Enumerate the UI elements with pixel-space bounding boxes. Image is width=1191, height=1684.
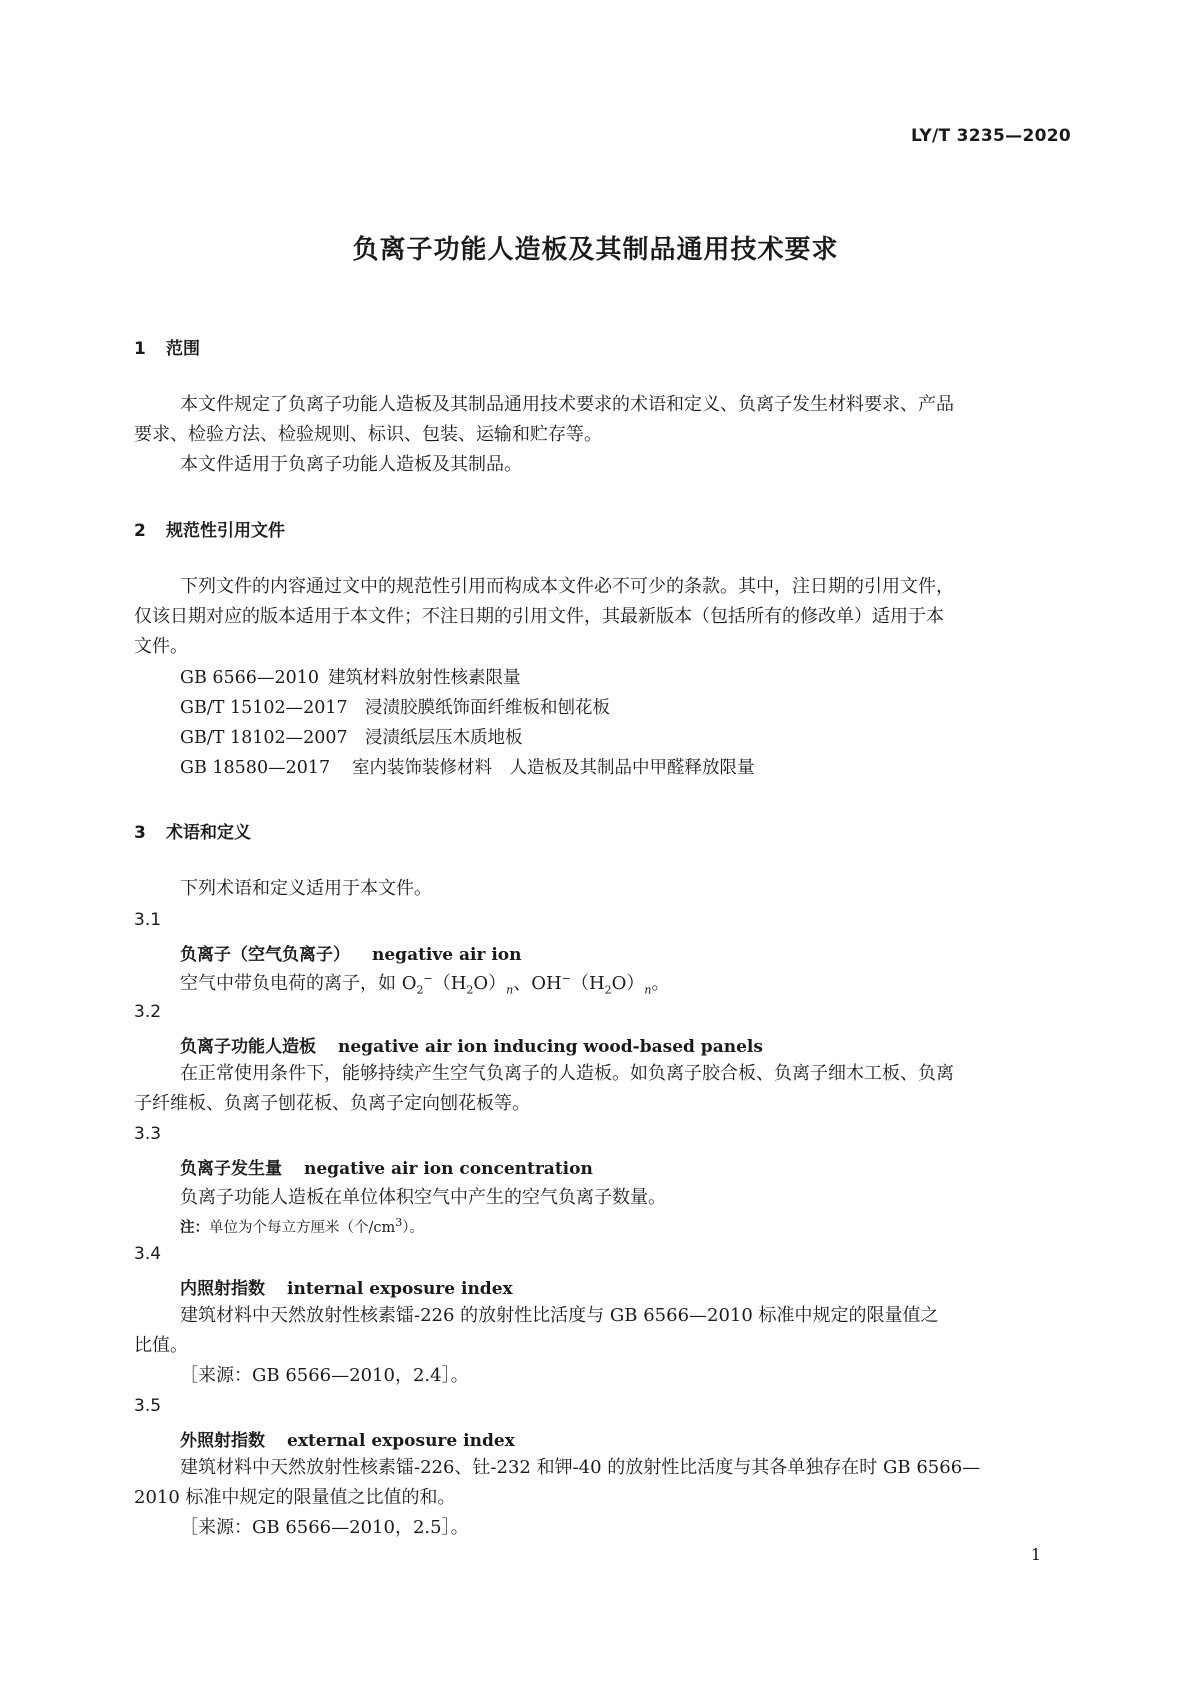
term-number: 3.4 [134, 1244, 162, 1264]
def-subscript: n [506, 983, 514, 997]
section-1-heading [134, 334, 200, 359]
paragraph-line: 下列文件的内容通过文中的规范性引用而构成本文件必不可少的条款。其中，注日期的引用文件， [180, 576, 954, 597]
reference-item [180, 724, 523, 749]
paragraph-line: 本文件适用于负离子功能人造板及其制品。 [180, 454, 522, 475]
reference-title: 室内装饰装修材料 人造板及其制品中甲醛释放限量 [352, 758, 755, 778]
section-2-body [134, 572, 1064, 662]
paragraph-line: 文件。 [134, 636, 188, 657]
def-text: 、OH [513, 973, 562, 994]
term-chinese: 负离子（空气负离子） [180, 945, 350, 965]
term-name [180, 1426, 515, 1451]
term-english: external exposure index [287, 1431, 515, 1451]
term-definition [134, 1453, 1064, 1543]
def-subscript: n [644, 983, 652, 997]
note-label: 注： [180, 1220, 209, 1236]
term-english: negative air ion inducing wood-based panels [338, 1037, 763, 1057]
paragraph-line: 下列术语和定义适用于本文件。 [180, 878, 432, 899]
page-number: 1 [1030, 1545, 1041, 1564]
term-english: internal exposure index [287, 1279, 513, 1299]
term-name [180, 1154, 593, 1179]
term-chinese: 负离子功能人造板 [180, 1037, 316, 1057]
paragraph-line: 在正常使用条件下，能够持续产生空气负离子的人造板。如负离子胶合板、负离子细木工板、负离 [180, 1063, 954, 1084]
note-text: 单位为个每立方厘米（个/cm [209, 1220, 396, 1236]
paragraph-line: 建筑材料中天然放射性核素镭-226 的放射性比活度与 GB 6566—2010 标准中规定的限量值之 [180, 1305, 939, 1326]
reference-code: GB/T 15102—2017 [180, 698, 348, 718]
def-text: O） [611, 973, 645, 994]
term-number: 3.3 [134, 1124, 162, 1144]
reference-item [180, 754, 755, 779]
def-superscript: − [423, 972, 433, 985]
reference-code: GB 18580—2017 [180, 758, 331, 778]
def-subscript: 2 [604, 983, 612, 997]
term-definition [134, 1301, 1064, 1391]
term-chinese: 内照射指数 [180, 1279, 265, 1299]
reference-title: 建筑材料放射性核素限量 [328, 668, 521, 688]
paragraph-line: 比值。 [134, 1335, 188, 1356]
def-text: O） [473, 973, 507, 994]
term-number: 3.5 [134, 1396, 162, 1416]
section-1-body [134, 390, 1064, 480]
note-superscript: 3 [395, 1216, 403, 1230]
def-superscript: − [561, 972, 571, 985]
paragraph-line: 子纤维板、负离子刨花板、负离子定向刨花板等。 [134, 1093, 530, 1114]
term-definition: 负离子功能人造板在单位体积空气中产生的空气负离子数量。 [180, 1187, 666, 1208]
section-3-heading [134, 818, 251, 843]
section-number: 3 [134, 823, 146, 843]
reference-code: GB 6566—2010 [180, 668, 319, 688]
term-chinese: 负离子发生量 [180, 1159, 282, 1179]
term-source: ［来源：GB 6566—2010，2.4］。 [180, 1365, 469, 1386]
reference-code: GB/T 18102—2007 [180, 728, 348, 748]
term-number: 3.2 [134, 1002, 162, 1022]
term-english: negative air ion [372, 945, 522, 965]
section-number: 1 [134, 339, 146, 359]
paragraph-line: 2010 标准中规定的限量值之比值的和。 [134, 1487, 456, 1508]
reference-title: 浸渍胶膜纸饰面纤维板和刨花板 [365, 698, 610, 718]
term-definition [134, 1059, 1064, 1119]
term-definition [180, 969, 670, 997]
paragraph-line: 仅该日期对应的版本适用于本文件；不注日期的引用文件，其最新版本（包括所有的修改单）适用于本 [134, 606, 944, 627]
section-2-heading [134, 516, 285, 541]
section-number: 2 [134, 521, 146, 541]
term-name [180, 1032, 763, 1057]
def-text: （H [432, 973, 467, 994]
standard-code: LY/T 3235—2020 [910, 126, 1071, 146]
section-3-intro [134, 874, 1064, 904]
paragraph-line: 要求、检验方法、检验规则、标识、包装、运输和贮存等。 [134, 424, 602, 445]
def-text: 。 [651, 973, 670, 994]
reference-item [180, 664, 521, 689]
term-name [180, 940, 522, 965]
term-name [180, 1274, 513, 1299]
def-subscript: 2 [416, 983, 424, 997]
paragraph-line: 建筑材料中天然放射性核素镭-226、钍-232 和钾-40 的放射性比活度与其各单独存在时 GB 6566— [180, 1457, 981, 1478]
section-title: 范围 [166, 339, 200, 359]
reference-title: 浸渍纸层压木质地板 [365, 728, 523, 748]
section-title: 规范性引用文件 [166, 521, 285, 541]
term-english: negative air ion concentration [304, 1159, 593, 1179]
def-subscript: 2 [466, 983, 474, 997]
def-text: （H [570, 973, 605, 994]
def-text: 空气中带负电荷的离子，如 O [180, 973, 417, 994]
term-source: ［来源：GB 6566—2010，2.5］。 [180, 1517, 469, 1538]
reference-item [180, 694, 610, 719]
section-title: 术语和定义 [166, 823, 251, 843]
document-title: 负离子功能人造板及其制品通用技术要求 [352, 235, 839, 265]
note-text: ）。 [402, 1220, 425, 1236]
term-chinese: 外照射指数 [180, 1431, 265, 1451]
paragraph-line: 本文件规定了负离子功能人造板及其制品通用技术要求的术语和定义、负离子发生材料要求、产品 [180, 394, 954, 415]
term-number: 3.1 [134, 910, 162, 930]
term-note [180, 1216, 424, 1237]
